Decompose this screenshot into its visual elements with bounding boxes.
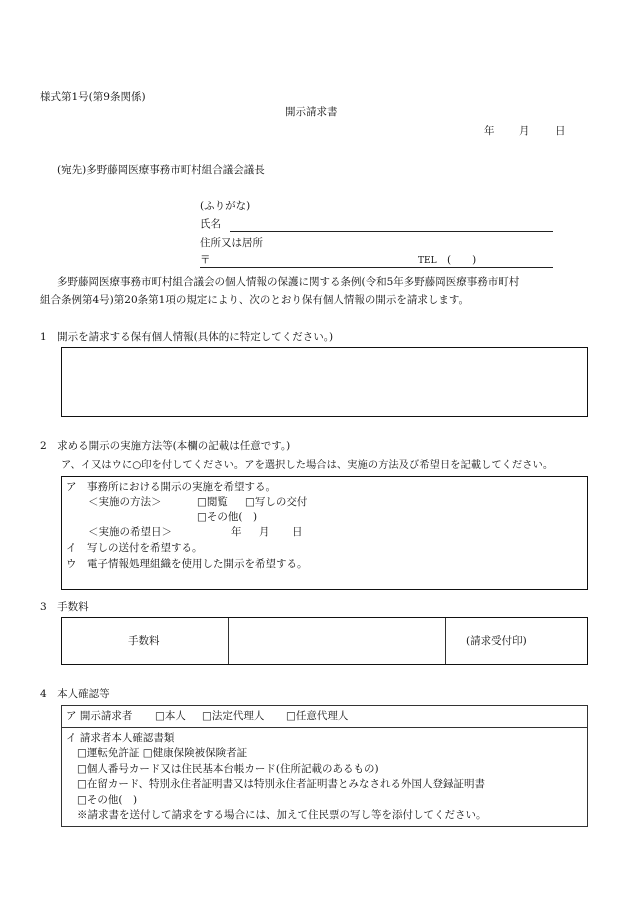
desired-day[interactable]: 日 (292, 526, 303, 538)
identity-divider (62, 727, 587, 728)
legal-agent-checkbox[interactable]: □法定代理人 (202, 710, 265, 722)
name-label: 氏名 (200, 218, 221, 230)
desired-month[interactable]: 月 (259, 526, 270, 538)
id-documents-title: イ 請求者本人確認書類 (66, 732, 175, 744)
tel-label: TEL (418, 256, 437, 266)
page-title: 開示請求書 (285, 106, 338, 118)
id-doc-line-2[interactable]: □個人番号カード又は住民基本台帳カード(住所記載のあるもの) (77, 763, 379, 775)
id-doc-line-4[interactable]: □その他( ) (77, 794, 138, 806)
fee-divider-2 (445, 618, 446, 664)
option-i-text[interactable]: イ 写しの送付を希望する。 (66, 542, 203, 554)
id-doc-line-3[interactable]: □在留カード、特別永住者証明書又は特別永住者証明書とみなされる外国人登録証明書 (77, 778, 485, 790)
section2-note: ア、イ又はウに○印を付してください。アを選択した場合は、実施の方法及び希望日を記載してください。 (61, 459, 554, 471)
intro-line-1: 多野藤岡医療事務市町村組合議会の個人情報の保護に関する条例(令和5年多野藤岡医療事務市町村 (57, 276, 520, 288)
furigana-label: (ふりがな) (200, 200, 251, 212)
method-label: ＜実施の方法＞ (88, 496, 162, 508)
voluntary-agent-checkbox[interactable]: □任意代理人 (286, 710, 349, 722)
option-u-text[interactable]: ウ 電子情報処理組織を使用した開示を希望する。 (66, 558, 308, 570)
reception-stamp-label: (請求受付印) (466, 635, 527, 647)
address-label: 住所又は居所 (200, 237, 263, 249)
option-view-checkbox[interactable]: □閲覧 (197, 496, 228, 508)
section1-info-box[interactable] (61, 347, 588, 417)
requester-type-label: ア 開示請求者 (66, 710, 133, 722)
option-copy-checkbox[interactable]: □写しの交付 (245, 496, 308, 508)
date-month[interactable]: 月 (519, 125, 530, 137)
option-a-text[interactable]: ア 事務所における開示の実施を希望する。 (66, 481, 276, 493)
intro-line-2: 組合条例第4号)第20条第1項の規定により、次のとおり保有個人情報の開示を請求します。 (40, 294, 469, 306)
form-number: 様式第1号(第9条関係) (40, 91, 146, 103)
option-other-checkbox[interactable]: □その他( ) (197, 511, 258, 523)
fee-value-cell[interactable] (229, 618, 444, 664)
id-doc-line-1[interactable]: □運転免許証 □健康保険被保険者証 (77, 747, 248, 759)
section3-heading: 3 手数料 (40, 601, 89, 613)
date-year[interactable]: 年 (484, 125, 495, 137)
postal-mark: 〒 (200, 254, 211, 266)
tel-parens: ( ) (447, 254, 477, 266)
addressee: (宛先)多野藤岡医療事務市町村組合議会議長 (57, 164, 265, 176)
desired-date-label: ＜実施の希望日＞ (88, 526, 172, 538)
residence-certificate-note: ※請求書を送付して請求をする場合には、加えて住民票の写し等を添付してください。 (77, 809, 487, 821)
fee-label: 手数料 (128, 635, 160, 647)
section2-heading: 2 求める開示の実施方法等(本欄の記載は任意です。) (40, 440, 291, 452)
name-field[interactable] (230, 231, 553, 232)
desired-year[interactable]: 年 (231, 526, 242, 538)
section1-heading: 1 開示を請求する保有個人情報(具体的に特定してください。) (40, 331, 334, 343)
self-checkbox[interactable]: □本人 (155, 710, 186, 722)
address-field[interactable] (200, 267, 553, 268)
section4-heading: 4 本人確認等 (40, 688, 110, 700)
date-day[interactable]: 日 (555, 125, 566, 137)
